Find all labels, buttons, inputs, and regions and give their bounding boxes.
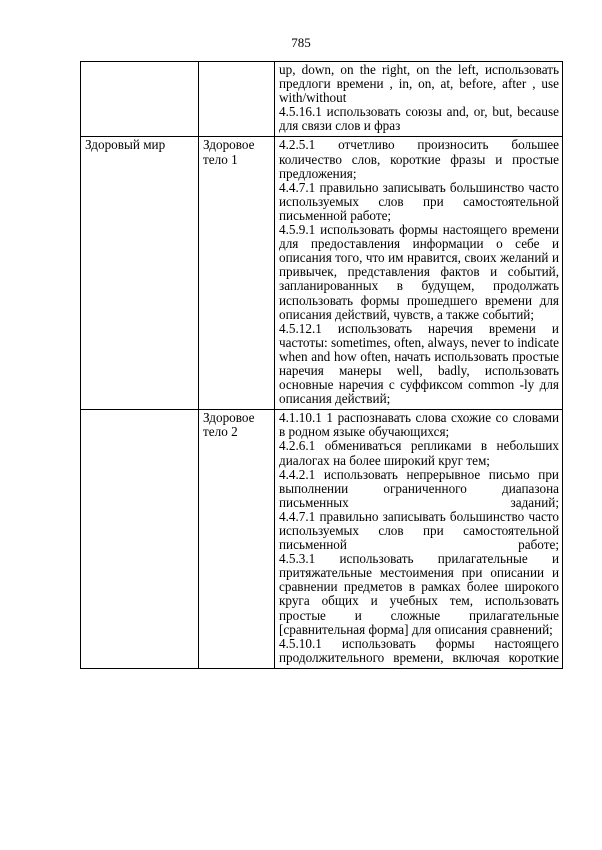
page-number: 785: [291, 35, 311, 50]
objective-item: 4.2.6.1 обмениваться репликами в небольших диалогах на более широкий круг тем;: [279, 438, 559, 468]
theme-cell: Здоровый мир: [81, 137, 199, 410]
objectives-cell: [275, 137, 563, 410]
objective-item: 4.1.10.1 1 распознавать слова схожие со словами в родном языке обучающихся;: [279, 410, 559, 440]
objective-item: 4.2.5.1 отчетливо произносить большее количество слов, короткие фразы и простые предложения;: [279, 137, 559, 181]
theme-cell: [81, 410, 199, 669]
objective-item: up, down, on the right, on the left, использовать предлоги времени , in, on, at, before, after , use with/without: [279, 62, 559, 106]
objective-item: 4.5.12.1 использовать наречия времени и частоты: sometimes, often, always, never to indicate when and how often, начать использовать простые наречия манеры well, badly, использовать основные наречия с суффиксом common -ly для описания действий;: [279, 320, 559, 407]
subtheme-cell: Здоровое тело 1: [199, 137, 275, 410]
theme-cell: [81, 62, 199, 137]
objective-item: 4.5.10.1 использовать формы настоящего продолжительного времени, включая короткие: [279, 635, 559, 665]
subtheme-cell: [199, 62, 275, 137]
objective-item: 4.5.16.1 использовать союзы and, or, but, because для связи слов и фраз: [279, 104, 559, 134]
subtheme-cell: Здоровое тело 2: [199, 410, 275, 669]
objective-item: 4.5.3.1 использовать прилагательные и притяжательные местоимения при описании и сравнении предметов в рамках более широкого круга общих и учебных тем, использовать простые и сложные прилагательные [сравнительная форма] для описания сравнений;: [279, 551, 559, 637]
table-row: [81, 137, 563, 410]
objective-item: 4.5.9.1 использовать формы настоящего времени для предоставления информации о себе и описания того, что им нравится, своих желаний и привычек, представления фактов и событий, запланированных в будущем, продолжать использовать формы прошедшего времени для описания действий, чувств, а также событий;: [279, 222, 559, 322]
objectives-cell: [275, 62, 563, 137]
objectives-cell: [275, 410, 563, 669]
objective-item: 4.4.7.1 правильно записывать большинство часто используемых слов при самостоятельной письменной работе;: [279, 179, 559, 223]
table-row: [81, 62, 563, 137]
objective-item: 4.4.7.1 правильно записывать большинство часто используемых слов при самостоятельной письменной работе;: [279, 508, 559, 553]
objective-item: 4.4.2.1 использовать непрерывное письмо при выполнении ограниченного диапазона письменных заданий;: [279, 466, 559, 510]
curriculum-table: [80, 61, 563, 669]
table-row: [81, 410, 563, 669]
